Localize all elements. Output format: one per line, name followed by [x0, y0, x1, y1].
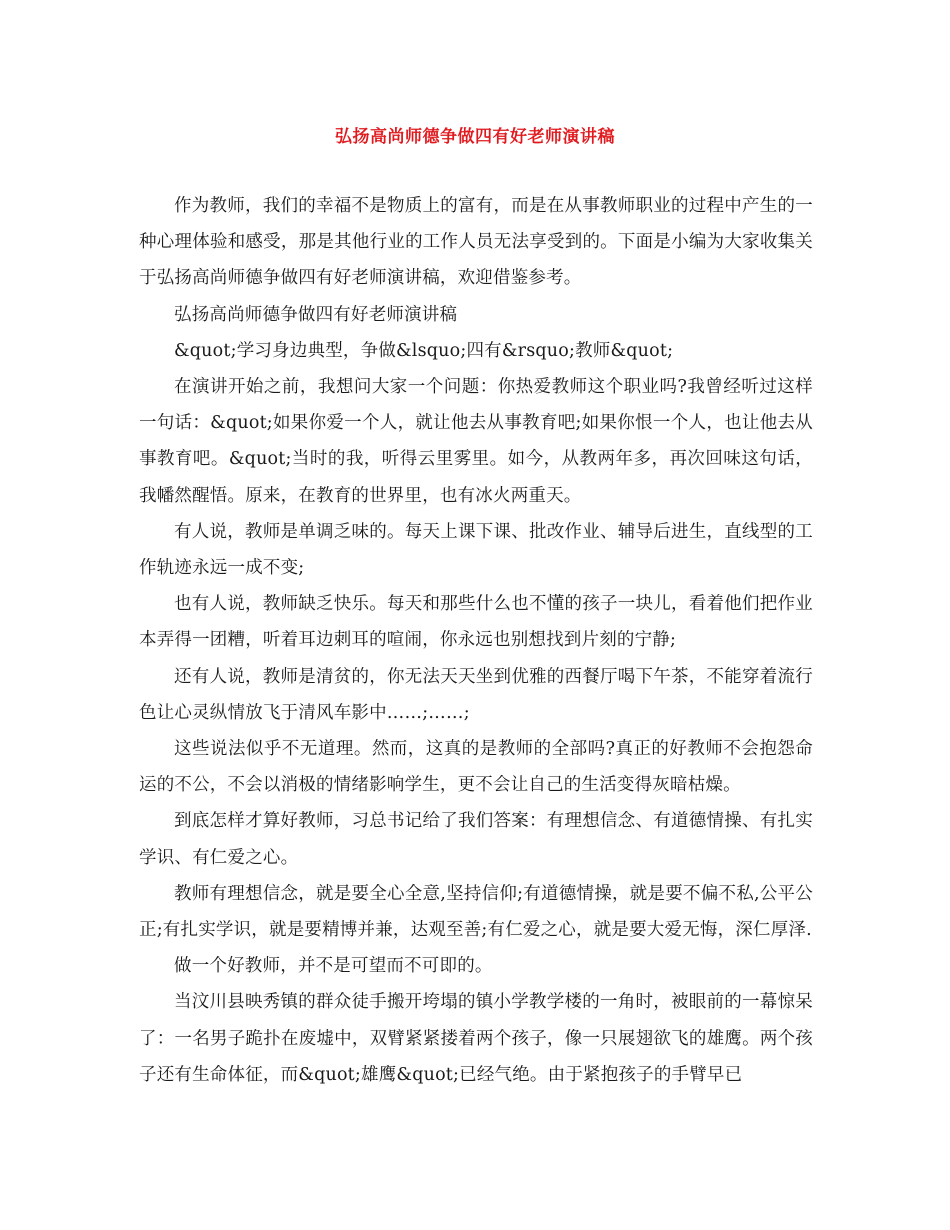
paragraph: 有人说，教师是单调乏味的。每天上课下课、批改作业、辅导后进生，直线型的工作轨迹永远一成不变;: [139, 521, 813, 579]
paragraph: 作为教师，我们的幸福不是物质上的富有，而是在从事教师职业的过程中产生的一种心理体验和感受，那是其他行业的工作人员无法享受到的。下面是小编为大家收集关于弘扬高尚师德争做四有好老师演讲稿，欢迎借鉴参考。: [139, 196, 813, 289]
paragraph: 到底怎样才算好教师，习总书记给了我们答案：有理想信念、有道德情操、有扎实学识、有仁爱之心。: [139, 811, 813, 868]
paragraph: 做一个好教师，并不是可望而不可即的。: [174, 956, 493, 977]
paragraph: 弘扬高尚师德争做四有好老师演讲稿: [174, 304, 458, 325]
paragraph: 当汶川县映秀镇的群众徒手搬开垮塌的镇小学教学楼的一角时，被眼前的一幕惊呆了：一名男子跪扑在废墟中，双臂紧紧搂着两个孩子，像一只展翅欲飞的雄鹰。两个孩子还有生命体征，而&quot;雄鹰&quot;已经气绝。由于紧抱孩子的手臂早已: [139, 992, 813, 1085]
paragraph: 还有人说，教师是清贫的，你无法天天坐到优雅的西餐厅喝下午茶，不能穿着流行色让心灵纵情放飞于清风车影中……;……;: [139, 666, 813, 723]
document-body: [139, 188, 813, 1093]
paragraph: 这些说法似乎不无道理。然而，这真的是教师的全部吗?真正的好教师不会抱怨命运的不公，不会以消极的情绪影响学生，更不会让自己的生活变得灰暗枯燥。: [139, 739, 813, 796]
document-title: 弘扬高尚师德争做四有好老师演讲稿: [335, 127, 615, 147]
paragraph: 教师有理想信念，就是要全心全意,坚持信仰;有道德情操，就是要不偏不私,公平公正;有扎实学识，就是要精博并兼，达观至善;有仁爱之心，就是要大爱无悔，深仁厚泽.: [139, 883, 813, 941]
paragraph: &quot;学习身边典型，争做&lsquo;四有&rsquo;教师&quot;: [174, 340, 674, 361]
paragraph: 也有人说，教师缺乏快乐。每天和那些什么也不懂的孩子一块儿，看着他们把作业本弄得一团糟，听着耳边刺耳的喧闹，你永远也别想找到片刻的宁静;: [139, 594, 813, 651]
paragraph: 在演讲开始之前，我想问大家一个问题：你热爱教师这个职业吗?我曾经听过这样一句话：&quot;如果你爱一个人，就让他去从事教育吧;如果你恨一个人，也让他去从事教育吧。&quot;当时的我，听得云里雾里。如今，从教两年多，再次回味这句话，我幡然醒悟。原来，在教育的世界里，也有冰火两重天。: [139, 377, 813, 506]
